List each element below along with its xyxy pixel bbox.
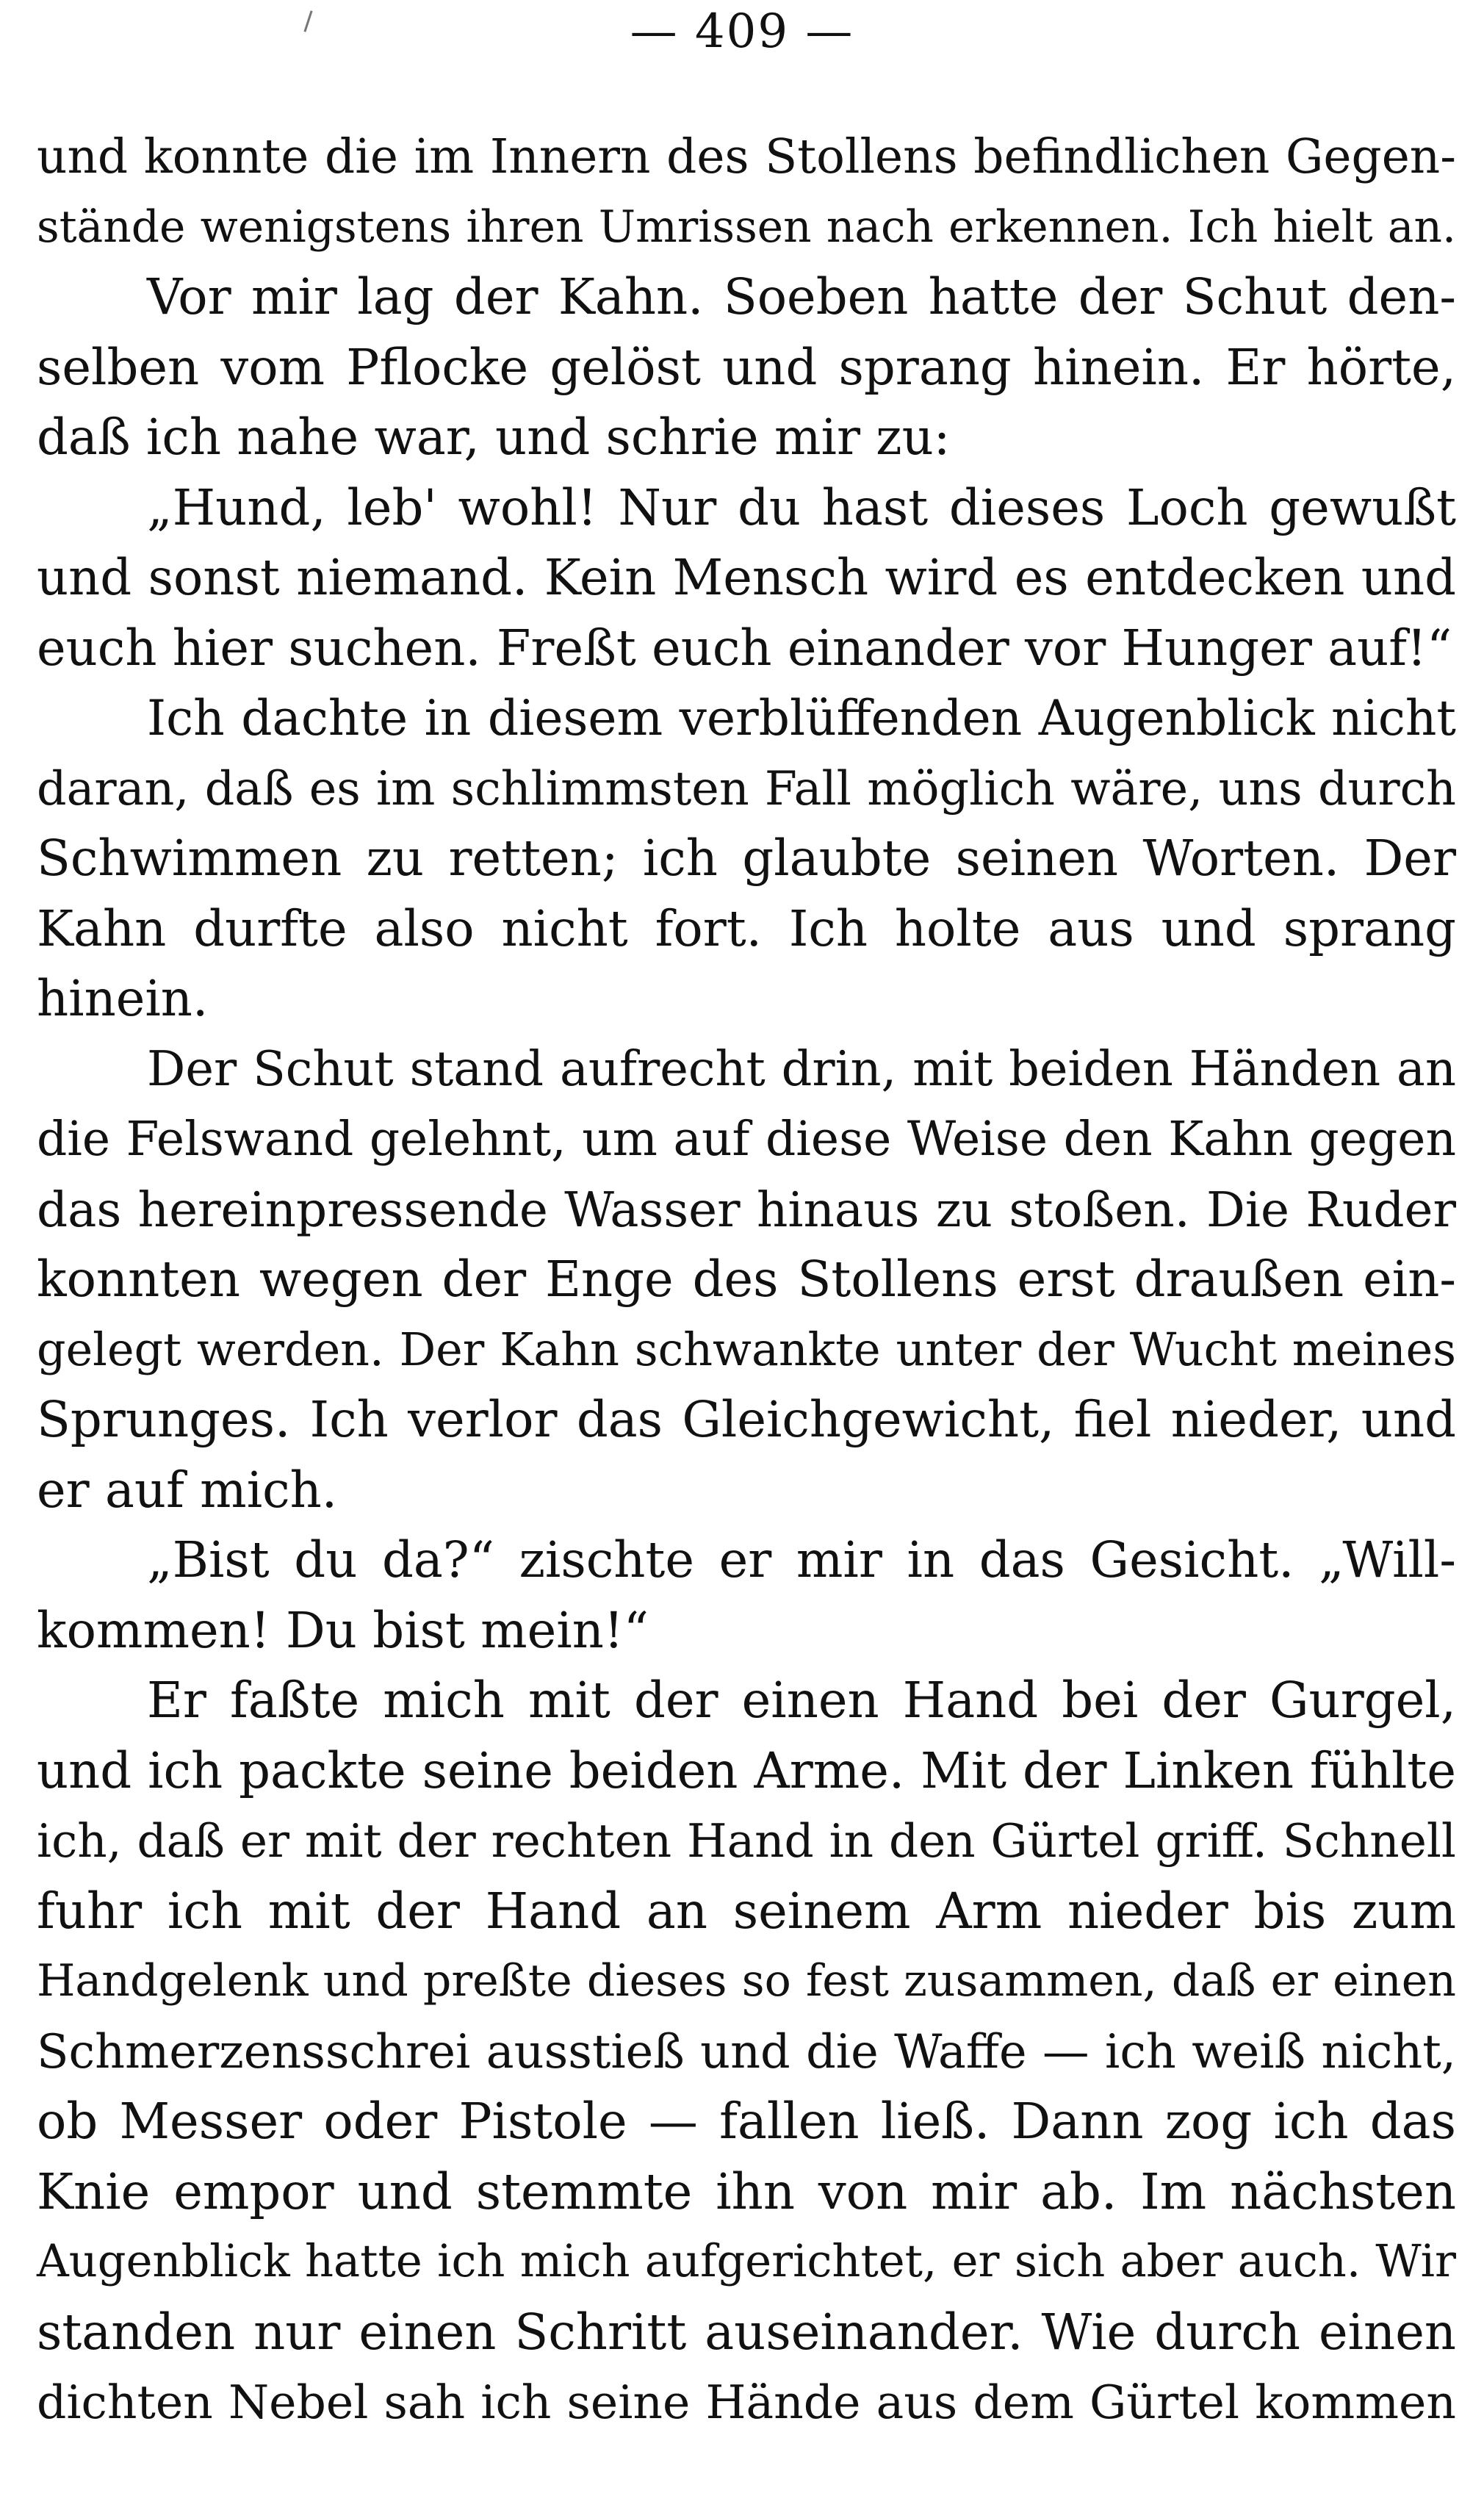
text-line: Sprunges. Ich verlor das Gleichgewicht, fiel nieder, und	[37, 1391, 1456, 1448]
text-line: Schmerzensschrei ausstieß und die Waffe — ich weiß nicht,	[37, 2024, 1456, 2079]
text-line: ob Messer oder Pistole — fallen ließ. Dann zog ich das	[37, 2093, 1456, 2150]
text-line: Knie empor und stemmte ihn von mir ab. Im nächsten	[37, 2162, 1456, 2220]
text-line: die Felswand gelehnt, um auf diese Weise den Kahn gegen	[37, 1112, 1456, 1167]
text-line: Vor mir lag der Kahn. Soeben hatte der Schut den-	[147, 268, 1456, 325]
text-line: daß ich nahe war, und schrie mir zu:	[37, 409, 951, 466]
text-line: und konnte die im Innern des Stollens befindlichen Gegen-	[37, 129, 1456, 184]
text-line: „Bist du da?“ zischte er mir in das Gesicht. „Will-	[147, 1531, 1456, 1589]
page-body-text	[37, 122, 1456, 2438]
text-line: gelegt werden. Der Kahn schwankte unter der Wucht meines	[37, 1323, 1456, 1376]
text-line: Er faßte mich mit der einen Hand bei der Gurgel,	[147, 1672, 1456, 1729]
text-line: kommen! Du bist mein!“	[37, 1601, 649, 1659]
text-line: und ich packte seine beiden Arme. Mit der Linken fühlte	[37, 1741, 1456, 1799]
page-number: — 409 —	[630, 4, 854, 59]
text-line: Augenblick hatte ich mich aufgerichtet, er sich aber auch. Wir	[37, 2236, 1456, 2287]
text-line: hinein.	[37, 970, 209, 1027]
text-line: er auf mich.	[37, 1461, 338, 1519]
text-line: „Hund, leb' wohl! Nur du hast dieses Loch gewußt	[147, 478, 1456, 536]
text-line: selben vom Pflocke gelöst und sprang hinein. Er hörte,	[37, 338, 1456, 396]
text-line: daran, daß es im schlimmsten Fall möglich wäre, uns durch	[37, 760, 1456, 816]
text-line: euch hier suchen. Freßt euch einander vor Hunger auf!“	[37, 619, 1452, 677]
text-line: Kahn durfte also nicht fort. Ich holte aus und sprang	[37, 899, 1456, 957]
text-line: konnten wegen der Enge des Stollens erst draußen ein-	[37, 1251, 1456, 1308]
text-line: Schwimmen zu retten; ich glaubte seinen Worten. Der	[37, 830, 1456, 887]
text-line: und sonst niemand. Kein Mensch wird es entdecken und	[37, 549, 1456, 606]
text-line: Handgelenk und preßte dieses so fest zusammen, daß er einen	[37, 1955, 1456, 2007]
text-line: Ich dachte in diesem verblüffenden Augenblick nicht	[147, 690, 1456, 747]
text-line: stände wenigstens ihren Umrissen nach erkennen. Ich hielt an.	[37, 201, 1456, 253]
text-line: ich, daß er mit der rechten Hand in den Gürtel griff. Schnell	[37, 1814, 1456, 1868]
text-line: fuhr ich mit der Hand an seinem Arm nieder bis zum	[37, 1882, 1456, 1940]
text-line: Der Schut stand aufrecht drin, mit beiden Händen an	[147, 1040, 1456, 1097]
text-line: dichten Nebel sah ich seine Hände aus dem Gürtel kommen	[37, 2375, 1456, 2429]
text-line: das hereinpressende Wasser hinaus zu stoßen. Die Ruder	[37, 1181, 1456, 1238]
text-line: standen nur einen Schritt auseinander. Wie durch einen	[37, 2303, 1456, 2361]
